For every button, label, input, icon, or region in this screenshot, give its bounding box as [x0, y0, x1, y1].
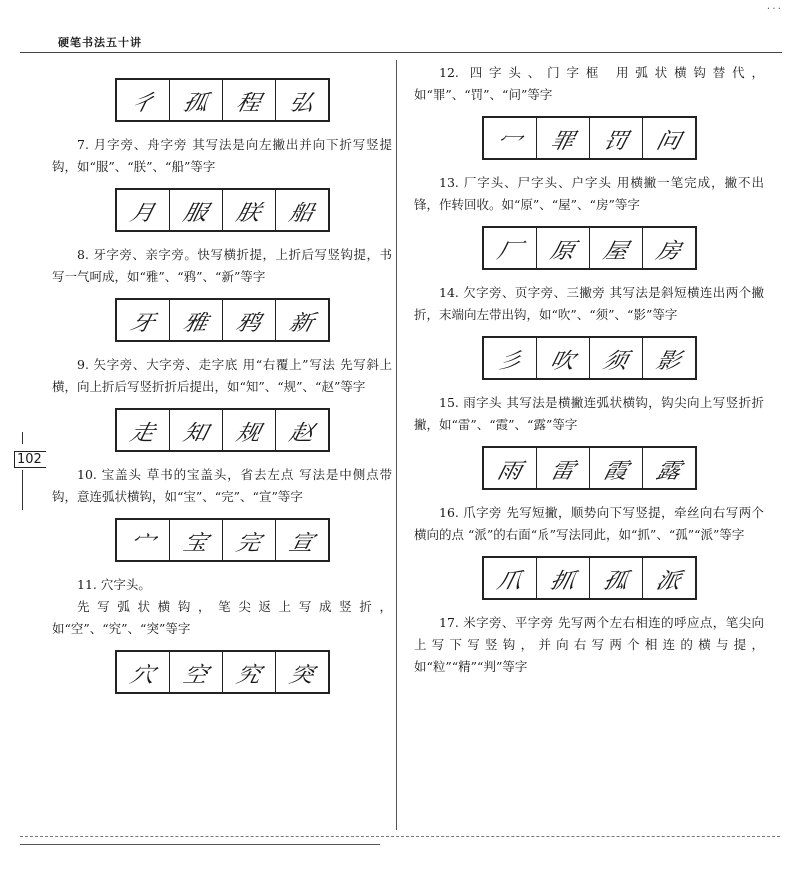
- column-divider: [396, 60, 397, 830]
- calligraphy-char: 彡: [494, 347, 524, 373]
- calligraphy-example-row: [115, 408, 330, 452]
- body-paragraph: 14. 欠字旁、页字旁、三撇旁 其写法是斜短横连出两个撇折，末端向左带出钩，如“吹”、“须”、“影”等字: [414, 285, 764, 322]
- page-number: 102: [14, 451, 46, 468]
- calligraphy-char: 知: [180, 419, 210, 445]
- body-paragraph: 先写弧状横钩，笔尖返上写成竖折，如“空”、“究”、“突”等字: [52, 599, 392, 636]
- calligraphy-char: 露: [653, 457, 683, 483]
- calligraphy-char-cell: [484, 118, 537, 158]
- calligraphy-char-cell: [590, 338, 643, 378]
- calligraphy-char: 霞: [600, 457, 630, 483]
- calligraphy-char: 问: [653, 127, 683, 153]
- calligraphy-char-cell: [643, 228, 695, 268]
- calligraphy-char-cell: [223, 652, 276, 692]
- calligraphy-char-cell: [170, 652, 223, 692]
- calligraphy-example-row: [115, 298, 330, 342]
- calligraphy-char-cell: [170, 80, 223, 120]
- calligraphy-char: 宝: [180, 529, 210, 555]
- body-paragraph: 8. 牙字旁、亲字旁。快写横折提，上折后写竖钩提，书写一气呵成，如“雅”、“鸦”、“新”等字: [52, 247, 392, 284]
- calligraphy-char-cell: [643, 338, 695, 378]
- calligraphy-char-cell: [590, 228, 643, 268]
- calligraphy-char-cell: [117, 410, 170, 450]
- body-paragraph: 7. 月字旁、舟字旁 其写法是向左撇出并向下折写竖提钩，如“服”、“朕”、“船”等字: [52, 137, 392, 174]
- calligraphy-example-row: [115, 78, 330, 122]
- bottom-rule-short: [20, 844, 380, 845]
- page-number-box: [14, 448, 46, 467]
- calligraphy-char-cell: [276, 410, 328, 450]
- calligraphy-char-cell: [170, 300, 223, 340]
- calligraphy-char-cell: [223, 410, 276, 450]
- body-paragraph: 9. 矢字旁、大字旁、走字底 用“右覆上”写法 先写斜上横，向上折后写竖折折后提出，如“知”、“规”、“赵”等字: [52, 357, 392, 394]
- calligraphy-char: 走: [127, 419, 157, 445]
- calligraphy-char-cell: [537, 558, 590, 598]
- calligraphy-char-cell: [537, 118, 590, 158]
- calligraphy-char-cell: [590, 448, 643, 488]
- calligraphy-char: 孤: [600, 567, 630, 593]
- corner-mark: ...: [765, 2, 782, 12]
- calligraphy-char: 规: [233, 419, 263, 445]
- calligraphy-char: 究: [233, 661, 263, 687]
- calligraphy-char-cell: [117, 80, 170, 120]
- calligraphy-char-cell: [484, 338, 537, 378]
- calligraphy-char: 船: [286, 199, 316, 225]
- calligraphy-char: 鸦: [233, 309, 263, 335]
- calligraphy-char: 完: [233, 529, 263, 555]
- bottom-rule: [20, 836, 780, 837]
- calligraphy-char: 屋: [600, 237, 630, 263]
- calligraphy-char-cell: [643, 558, 695, 598]
- calligraphy-char-cell: [643, 118, 695, 158]
- calligraphy-char: 冖: [494, 127, 524, 153]
- calligraphy-char: 厂: [494, 237, 524, 263]
- calligraphy-char: 宣: [286, 529, 316, 555]
- calligraphy-char-cell: [223, 520, 276, 560]
- left-column: [52, 68, 392, 706]
- calligraphy-example-row: [482, 116, 697, 160]
- body-paragraph: 12. 四字头、门字框 用弧状横钩替代，如“罪”、“罚”、“问”等字: [414, 65, 764, 102]
- calligraphy-char-cell: [276, 300, 328, 340]
- calligraphy-char-cell: [484, 448, 537, 488]
- calligraphy-char: 雷: [547, 457, 577, 483]
- body-paragraph: 16. 爪字旁 先写短撇，顺势向下写竖提，牵丝向右写两个横向的点 “派”的右面“𠂢”写法同此，如“抓”、“孤”“派”等字: [414, 505, 764, 542]
- running-header: 硬笔书法五十讲: [58, 36, 142, 49]
- body-paragraph: 10. 宝盖头 草书的宝盖头，省去左点 写法是中侧点带钩，意连弧状横钩，如“宝”、“完”、“宣”等字: [52, 467, 392, 504]
- calligraphy-char-cell: [537, 228, 590, 268]
- calligraphy-char: 牙: [127, 309, 157, 335]
- calligraphy-example-row: [482, 336, 697, 380]
- calligraphy-char: 房: [653, 237, 683, 263]
- calligraphy-char: 赵: [286, 419, 316, 445]
- calligraphy-char: 宀: [127, 529, 157, 555]
- calligraphy-char: 原: [547, 237, 577, 263]
- calligraphy-char-cell: [276, 652, 328, 692]
- calligraphy-char: 罪: [547, 127, 577, 153]
- calligraphy-char: 吹: [547, 347, 577, 373]
- calligraphy-char-cell: [223, 190, 276, 230]
- calligraphy-char-cell: [170, 190, 223, 230]
- calligraphy-char-cell: [117, 190, 170, 230]
- calligraphy-char-cell: [537, 338, 590, 378]
- calligraphy-example-row: [482, 556, 697, 600]
- calligraphy-example-row: [115, 518, 330, 562]
- margin-rule-top: [22, 432, 23, 444]
- calligraphy-char-cell: [117, 300, 170, 340]
- calligraphy-char: 弘: [286, 89, 316, 115]
- calligraphy-char-cell: [484, 558, 537, 598]
- calligraphy-char-cell: [276, 190, 328, 230]
- calligraphy-char-cell: [590, 558, 643, 598]
- body-paragraph: 15. 雨字头 其写法是横撇连弧状横钩，钩尖向上写竖折折撇，如“雷”、“霞”、“露”等字: [414, 395, 764, 432]
- calligraphy-char: 孤: [180, 89, 210, 115]
- calligraphy-char-cell: [590, 118, 643, 158]
- calligraphy-char-cell: [537, 448, 590, 488]
- calligraphy-char: 影: [653, 347, 683, 373]
- body-paragraph: 13. 厂字头、尸字头、户字头 用横撇一笔完成，撇不出锋，作转回收。如“原”、“屋”、“房”等字: [414, 175, 764, 212]
- calligraphy-char: 穴: [127, 661, 157, 687]
- calligraphy-char: 雅: [180, 309, 210, 335]
- calligraphy-char: 派: [653, 567, 683, 593]
- calligraphy-char: 新: [286, 309, 316, 335]
- margin-rule-bottom: [22, 470, 23, 510]
- calligraphy-char-cell: [484, 228, 537, 268]
- calligraphy-example-row: [482, 226, 697, 270]
- right-column: [414, 62, 764, 678]
- calligraphy-char: 朕: [233, 199, 263, 225]
- body-paragraph: 11. 穴字头。: [77, 577, 151, 592]
- calligraphy-char-cell: [643, 448, 695, 488]
- calligraphy-char: 罚: [600, 127, 630, 153]
- calligraphy-char: 雨: [494, 457, 524, 483]
- calligraphy-char: 服: [180, 199, 210, 225]
- calligraphy-example-row: [482, 446, 697, 490]
- calligraphy-char: 抓: [547, 567, 577, 593]
- calligraphy-char-cell: [223, 80, 276, 120]
- calligraphy-char: 须: [600, 347, 630, 373]
- calligraphy-char: 空: [180, 661, 210, 687]
- calligraphy-example-row: [115, 650, 330, 694]
- body-paragraph: 17. 米字旁、平字旁 先写两个左右相连的呼应点，笔尖向上写下写竖钩，并向右写两个相连的横与提，如“粒”“精”“判”等字: [414, 615, 764, 674]
- calligraphy-char: 爪: [494, 567, 524, 593]
- calligraphy-char-cell: [276, 520, 328, 560]
- calligraphy-char-cell: [276, 80, 328, 120]
- calligraphy-example-row: [115, 188, 330, 232]
- calligraphy-char-cell: [117, 520, 170, 560]
- calligraphy-char: 月: [127, 199, 157, 225]
- calligraphy-char-cell: [170, 520, 223, 560]
- calligraphy-char-cell: [117, 652, 170, 692]
- calligraphy-char-cell: [223, 300, 276, 340]
- calligraphy-char: 程: [233, 89, 263, 115]
- header-rule: [20, 52, 782, 53]
- calligraphy-char-cell: [170, 410, 223, 450]
- calligraphy-char: 突: [286, 661, 316, 687]
- calligraphy-char: 彳: [127, 89, 157, 115]
